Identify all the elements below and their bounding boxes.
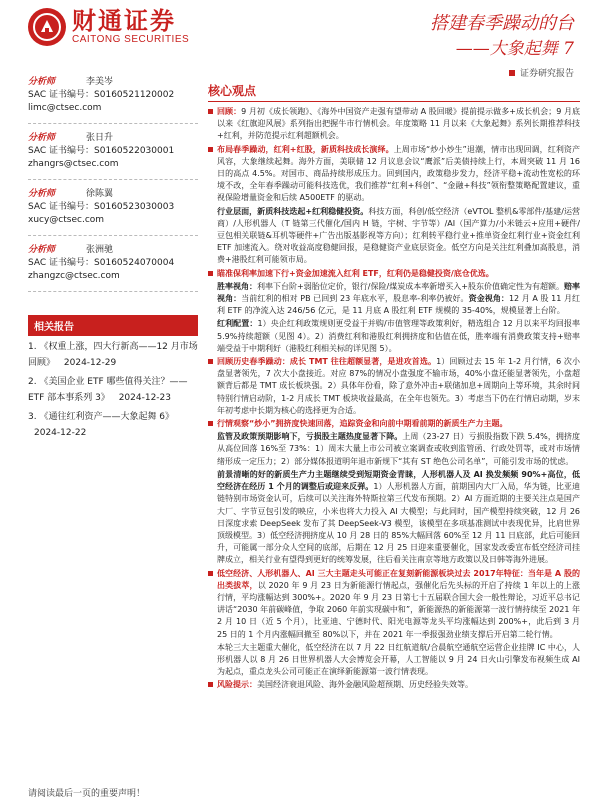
bullet-icon <box>208 109 213 114</box>
paragraph: 行情观察“炒小”拥挤度快速回落，追踪资金和向前中期看前期的新质生产力主题。 <box>208 418 580 430</box>
report-title: 搭建春季躁动的台 <box>430 13 574 34</box>
analyst-cert: SAC 证书编号：S0160521120002 <box>28 90 175 100</box>
paragraph: 前景清晰的好的新质生产力主题继续受到短期资金青睐，人形机器人及 AI 换发频频 90%+高位，低空经济在经历 1 个月的调整后或迎来反弹。1）人形机器人方面，前期国内大厂入局，华为链，比亚迪链特别市场资金认可，后续可以关注海外特斯拉第三代发布预期。2）AI 方面近期的主要关注点是国产大厂、字节豆包引发的映应，小米也将大力投入 AI 大模型；与此同时，国产模型持续突破，12 月 26 日深度求索 DeepSeek 发布了其 DeepSeek-V3 模型，该模型在多项基准测试中表现优异，比肩世界顶级模型。3）低空经济拥挤度从 10 月 28 日的 85%大幅回落 60%至 12 月 11 日底部，此后可能回升，可能属一部分众人空间的底部，后期在 12 月 25 日迎来重要催化，国家发改委宣布低空经济司挂牌成立，相关行业有望得到更好的统筹发展，往后看关注南京等地方政策以及日韩等海外进展。 <box>217 469 580 565</box>
paragraph: 瞄准保利率加速下行+资金加速流入红利 ETF，红利仍是稳健投资/底仓优选。 <box>208 268 580 280</box>
paragraph: 回顾：9 月初《成长领跑》、《海外中国资产走强有望带动 A 股回暖》提前提示做多+成长机会；9 月底以来《红旗迎风展》系列指出把握牛市行情机会。年度策略 11 月以来《大象起舞》系列长期推荐科技+红利，并防范提示红利超额机会。 <box>208 106 580 143</box>
related-report-date: 2024-12-23 <box>118 393 171 403</box>
paragraph: 回顾历史春季躁动：成长 TMT 往往超额显著，是进攻首选。1）回顾过去 15 年 1-2 月行情，6 次小盘显著领先，7 次大小盘接近。对应 87%的情况小盘强度不输市场，40%小盘还能显著领先，小盘超额背后都是 TMT 成长板块强。2）具体年份看，除了意外冲击+联储加息+周期向上等环境，其余时间特别行情启动阶，1-2 月成长 TMT 板块收益最高，在全年也领先。3）考虑当下仍在行情启动期，岁末年初考虑中长期为核心的选择更为合适。 <box>208 356 580 417</box>
related-reports <box>28 315 198 441</box>
paragraph: 监管及政策预期影响下，亏损股主题热度显著下降。上周（23-27 日）亏损股指数下跌 5.4%，拥挤度从高位回落 16%至 73%：1）周末大量上市公司被立案调查或收到监管函、行政处罚等，或对市场情绪形成一定压力；2）部分媒体报道明年退市新规下“其有 ST 绝色公司名单”，可能引发市场的忧虑。 <box>217 432 580 466</box>
report-type <box>509 66 574 79</box>
related-reports-header: 相关报告 <box>28 315 198 336</box>
brand-name-en: CAITONG SECURITIES <box>72 34 190 45</box>
analyst-name: 李美岑 <box>86 77 114 87</box>
related-report-date: 2024-12-29 <box>63 358 117 368</box>
bullet-icon <box>208 421 213 426</box>
analyst-name: 张洲驰 <box>86 245 114 255</box>
report-type-label: 证券研究报告 <box>519 69 574 79</box>
analyst-cert: SAC 证书编号：S0160522030001 <box>28 146 175 156</box>
analyst-role: 分析师 <box>28 189 56 199</box>
core-views <box>208 82 580 693</box>
analyst-role: 分析师 <box>28 77 56 87</box>
analyst-email[interactable]: zhangzc@ctsec.com <box>28 271 120 281</box>
analyst-name: 徐陈翼 <box>86 189 114 199</box>
paragraph: 风险提示：美国经济衰退风险、海外金融风险超预期、历史经验失效等。 <box>208 679 580 691</box>
related-report-item[interactable] <box>28 409 198 441</box>
bullet-icon <box>208 271 213 276</box>
related-report-title: 1. 《权重上涨，四大行新高——12 月市场回顾》 <box>28 342 198 368</box>
analyst-email[interactable]: limc@ctsec.com <box>28 103 102 113</box>
bullet-icon <box>208 571 213 576</box>
bullet-icon <box>208 359 213 364</box>
analyst-role: 分析师 <box>28 245 56 255</box>
paragraph: 布局春季躁动，红利+红股，新质科技成长演绎。上周市场“炒小炒生”退潮，情市出现回调，红利资产风容，大象继续起舞。海外方面，美联储 12 月议息会议“鹰派”后美债持续上行，本周突破 11 月 16 日的高点 4.5%。对国市、商品持续形成压力。回到国内，政策稳步发力，经济平稳+流动性宽松的环境不改，全年春季躁动可能科技选优，我们推荐“红利+科创”、“金融+科技”领衔整策略配置建议，重视保险增量资金和后续 A500ETF 的驱动。 <box>208 144 580 205</box>
related-report-item[interactable] <box>28 339 198 371</box>
analyst-email[interactable]: zhangrs@ctsec.com <box>28 159 119 169</box>
paragraph: 胜率视角：利率下台阶+弱胎位定价，银行/保险/煤炭成本率新增买入+股东价值确定性为有超额。赔率视角：当前红利的相对 PB 已回到 23 年底水平，股息率-利率仍被好。资金视角：12 月 A 股 11 月红利 ETF 的净流入达 246/56 亿元，是 11 月底 A 股红利 ETF 规模的 35-40%，规模显著上台阶。 <box>217 281 581 316</box>
bullet-icon <box>208 682 213 687</box>
analyst-card <box>28 236 198 292</box>
analyst-card <box>28 124 198 180</box>
analyst-card <box>28 180 198 236</box>
page-header <box>0 0 600 78</box>
square-bullet-icon <box>509 70 515 76</box>
analyst-cert: SAC 证书编号：S0160524070004 <box>28 258 175 268</box>
report-subtitle: ——大象起舞 7 <box>455 39 574 59</box>
core-views-body <box>208 106 580 692</box>
paragraph: 低空经济、人形机器人、AI 三大主题走头可能正在复刻新能源板块过去 2017年特征：当年是 A 股的出类拔萃，以 2020 年 9 月 23 日为新能源行情起点，强催化后先头标的开启了持续 1 年以上的上涨行情，平均涨幅达到 300%+。2020 年 9 月 23 日第七十五届联合国大会一般性辩论，习近平总书记讲话“2030 年前碳峰值，争取 2060 年前实现碳中和”，新能源热的新能源第一波行情持续至 2021 年 2 月 10 日（近 5 个月），比亚迪、宁德时代、阳光电源等龙头平均涨幅达到 200%+，此后到 3 月 25 日的 1 个月内涨幅回撤至 80%以下，并在 2021 年一季报强劲业绩支撑后开启第二轮行情。 <box>208 568 580 641</box>
bullet-icon <box>208 147 213 152</box>
analyst-cert: SAC 证书编号：S0160523030003 <box>28 202 175 212</box>
brand-name-cn: 财通证券 <box>72 6 176 35</box>
analyst-list <box>28 68 198 292</box>
paragraph: 本轮三大主题重大催化，低空经济在以 7 月 22 日红航道航/合晨航空通航空运营企业挂牌 IC 中心，人形机器人以 8 月 26 日世界机器人大会博览会开幕，人工智能以 9 月 24 日火山引擎发布视频生成 AI 为起点，重点龙头公司可能正在演绎新能源第一波行情表现。 <box>217 642 580 677</box>
related-report-date: 2024-12-22 <box>34 428 87 438</box>
analyst-name: 张日升 <box>86 133 114 143</box>
paragraph: 红利配置：1）央企红利政策规则更受益于并购/市值管理等政策利好，精选组合 12 月以来平均回报率 5.9%持续超额（见图 4）。2）消费红利和港股红利拥挤度和估值在低，胜率端有消费政策支持+赔率端受益于中期利好（港股红利相关标的详见图 5）。 <box>217 319 581 353</box>
disclaimer-note: 请阅读最后一页的重要声明！ <box>28 789 146 799</box>
related-report-title: 3. 《通往红利资产——大象起舞 6》 <box>28 412 175 422</box>
paragraph: 行业层面，新质科技迭起+红利稳健投资。科技方面，科创/低空经济（eVTOL 整机&零部件/基建/运营商）/人形机器人（T 链第三代催化/国内 H 链，宇树、宇节等）/AI（国产算力/小米链云+应用+硬件/豆包相关联链&耳机等硬件+广告出版基影视等方向）；红利转平稳行业+推单资金红利行业+资金红利 ETF 加速流入。绕对收益高度稳健回报，是稳健资产业底层资金。低空方向是关注红利叠加高股息，消费+港股红利可能领市局。 <box>217 206 581 265</box>
analyst-card <box>28 68 198 124</box>
analyst-email[interactable]: xucy@ctsec.com <box>28 215 105 225</box>
brand-logo <box>28 8 189 46</box>
core-views-heading: 核心观点 <box>208 82 580 102</box>
analyst-role: 分析师 <box>28 133 56 143</box>
related-report-item[interactable] <box>28 374 198 406</box>
logo-mark-icon <box>28 8 66 46</box>
related-report-title: 2. 《美国企业 ETF 哪些值得关注？——ETF 部本事系列 3》 <box>28 377 188 403</box>
